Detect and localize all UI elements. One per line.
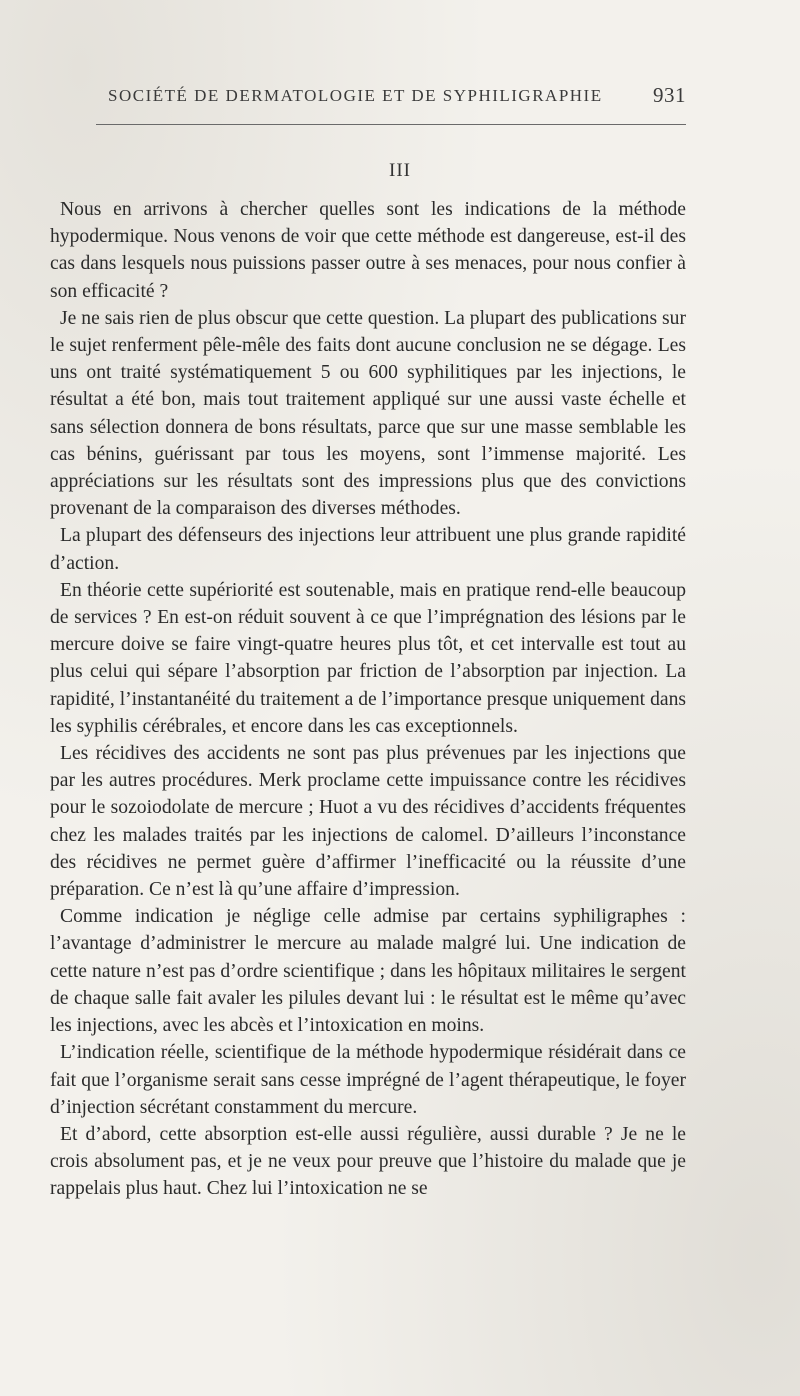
paragraph: Comme indication je néglige celle admise par certains syphiligraphes : l’avantage d’administrer le mercure au malade malgré lui. Une indication de cette nature n’est pas d’ordre scientifique ; dans les hôpitaux militaires le sergent de chaque salle fait avaler les pilules devant lui : le résultat est le même qu’avec les injections, avec les abcès et l’intoxication en moins.	[50, 906, 686, 1037]
section-number: III	[389, 160, 411, 181]
header-rule	[96, 124, 686, 125]
paragraph: Je ne sais rien de plus obscur que cette question. La plupart des publications sur le sujet renferment pêle-mêle des faits dont aucune conclusion ne se dégage. Les uns ont traité systématiquement 5 ou 600 syphilitiques par les injections, le résultat a été bon, mais tout traitement appliqué sur une aussi vaste échelle et sans sélection donnera de bons résultats, parce que sur une masse semblable les cas bénins, guérissant par tous les moyens, sont l’immense majorité. Les appréciations sur les résultats sont des impressions plus que des convictions provenant de la comparaison des diverses méthodes.	[50, 307, 686, 520]
paragraph: Nous en arrivons à chercher quelles sont les indications de la méthode hypodermique. Nous venons de voir que cette méthode est dangereuse, est-il des cas dans lesquels nous puissions passer outre à ses menaces, pour nous confier à son efficacité ?	[50, 199, 686, 302]
paragraph: Les récidives des accidents ne sont pas plus prévenues par les injections que par les autres procédures. Merk proclame cette impuissance contre les récidives pour le sozoiodolate de mercure ; Huot a vu des récidives d’accidents fréquentes chez les malades traités par les injections de calomel. D’ailleurs l’inconstance des récidives ne permet guère d’affirmer l’inefficacité ou la réussite d’une préparation. Ce n’est là qu’une affaire d’impression.	[50, 743, 686, 901]
page-number: 931	[653, 83, 686, 107]
paragraph: L’indication réelle, scientifique de la méthode hypodermique résidérait dans ce fait que l’organisme serait sans cesse imprégné de l’agent thérapeutique, le foyer d’injection sécrétant constamment du mercure.	[50, 1042, 686, 1118]
paragraph: En théorie cette supériorité est soutenable, mais en pratique rend-elle beaucoup de services ? En est-on réduit souvent à ce que l’imprégnation des lésions par le mercure doive se faire vingt-quatre heures plus tôt, et cet intervalle est tout au plus celui qui sépare l’absorption par friction de l’absorption par injection. La rapidité, l’instantanéité du traitement a de l’importance presque uniquement dans les syphilis cérébrales, et encore dans les cas exceptionnels.	[50, 579, 686, 737]
paragraph: Et d’abord, cette absorption est-elle aussi régulière, aussi durable ? Je ne le crois absolument pas, et je ne veux pour preuve que l’histoire du malade que je rappelais plus haut. Chez lui l’intoxication ne se	[50, 1123, 686, 1200]
paragraph: La plupart des défenseurs des injections leur attribuent une plus grande rapidité d’action.	[50, 525, 686, 574]
running-title: SOCIÉTÉ DE DERMATOLOGIE ET DE SYPHILIGRAPHIE	[108, 86, 603, 105]
running-head	[108, 83, 686, 114]
body-text	[50, 196, 686, 1203]
